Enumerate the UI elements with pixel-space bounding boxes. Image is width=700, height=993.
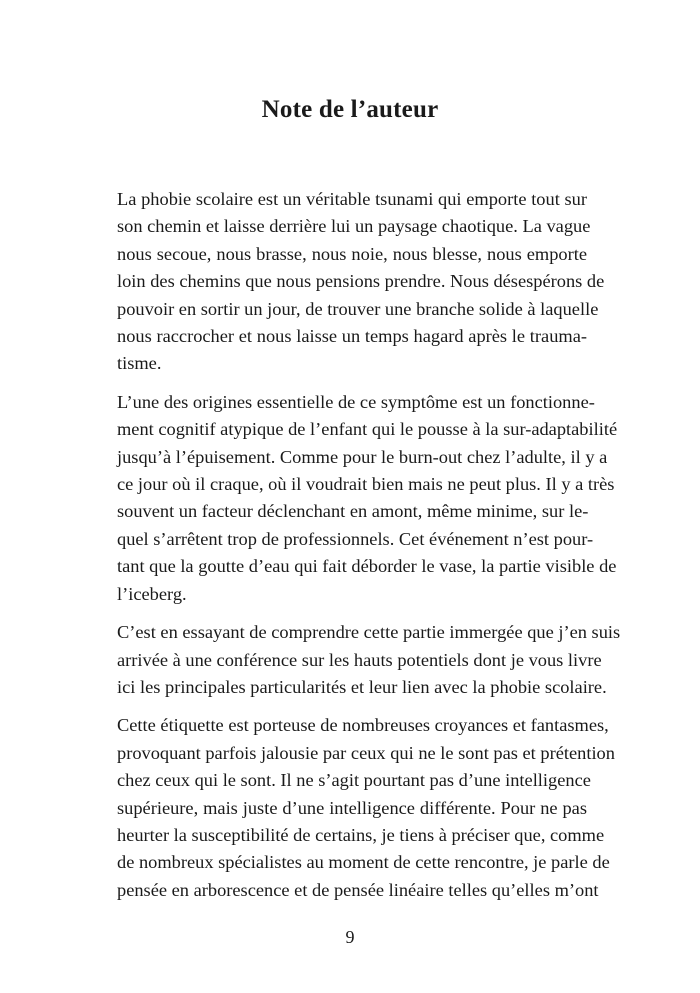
text-line: tisme. [117,353,162,374]
text-line: tant que la goutte d’eau qui fait déborder le vase, la partie visible de [117,556,617,577]
text-line: La phobie scolaire est un véritable tsunami qui emporte tout sur [117,189,587,209]
paragraph-3 [117,619,621,701]
text-line: L’une des origines essentielle de ce symptôme est un fonctionne- [117,391,595,412]
text-line: souvent un facteur déclenchant en amont, même minime, sur le- [117,501,589,522]
text-line: arrivée à une conférence sur les hauts potentiels dont je vous livre [117,649,602,670]
text-line: pensée en arborescence et de pensée linéaire telles qu’elles m’ont [117,879,599,900]
text-line: C’est en essayant de comprendre cette partie immergée que j’en suis [117,622,621,643]
text-line: heurter la susceptibilité de certains, je tiens à préciser que, comme [117,824,605,845]
text-line: provoquant parfois jalousie par ceux qui ne le sont pas et prétention [117,742,615,763]
text-line: Cette étiquette est porteuse de nombreuses croyances et fantasmes, [117,715,609,736]
paragraph-4 [117,712,615,904]
text-line: l’iceberg. [117,583,187,604]
text-line: supérieure, mais juste d’une intelligence différente. Pour ne pas [117,797,587,818]
text-line: loin des chemins que nous pensions prendre. Nous désespérons de [117,271,605,292]
text-line: ce jour où il craque, où il voudrait bien mais ne peut plus. Il y a très [117,474,615,495]
text-line: chez ceux qui le sont. Il ne s’agit pourtant pas d’une intelligence [117,770,591,791]
text-line: de nombreux spécialistes au moment de cette rencontre, je parle de [117,852,610,873]
text-line: quel s’arrêtent trop de professionnels. Cet événement n’est pour- [117,528,594,549]
body-text [117,186,621,915]
text-line: ment cognitif atypique de l’enfant qui le pousse à la sur-adaptabilité [117,419,618,440]
text-line: ici les principales particularités et leur lien avec la phobie scolaire. [117,676,607,697]
text-line: son chemin et laisse derrière lui un paysage chaotique. La vague [117,216,591,237]
page-number: 9 [345,927,355,947]
page-title: Note de l’auteur [261,96,439,123]
text-line: nous secoue, nous brasse, nous noie, nous blesse, nous emporte [117,243,587,264]
text-line: nous raccrocher et nous laisse un temps hagard après le trauma- [117,326,587,347]
paragraph-1 [117,186,605,378]
paragraph-2 [117,389,618,608]
text-line: jusqu’à l’épuisement. Comme pour le burn-out chez l’adulte, il y a [117,446,608,467]
text-line: pouvoir en sortir un jour, de trouver une branche solide à laquelle [117,298,599,319]
